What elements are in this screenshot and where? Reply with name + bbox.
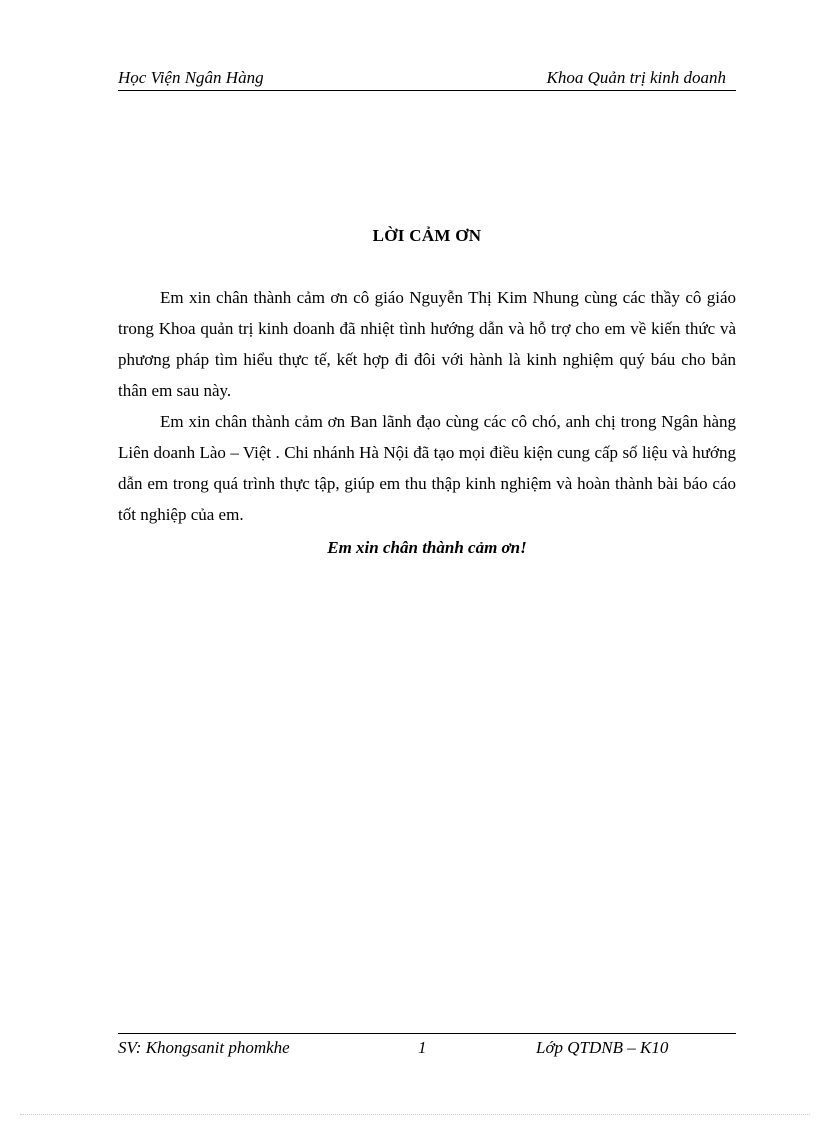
footer-page-number: 1 (418, 1038, 427, 1057)
footer-class: Lớp QTDNB – K10 (536, 1038, 669, 1057)
body-text (118, 282, 736, 530)
page-header (118, 66, 736, 91)
page-title: LỜI CẢM ƠN (372, 226, 482, 245)
page-edge-divider (20, 1114, 810, 1115)
closing-line: Em xin chân thành cảm ơn! (327, 538, 527, 557)
paragraph-1: Em xin chân thành cảm ơn cô giáo Nguyễn Thị Kim Nhung cùng các thầy cô giáo trong Khoa quản trị kinh doanh đã nhiệt tình hướng dẫn và hỗ trợ cho em về kiến thức và phương pháp tìm hiểu thực tế, kết hợp đi đôi với hành là kinh nghiệm quý báu cho bản thân em sau này. (118, 288, 736, 400)
paragraph-2: Em xin chân thành cảm ơn Ban lãnh đạo cùng các cô chó, anh chị trong Ngân hàng Liên doanh Lào – Việt . Chi nhánh Hà Nội đã tạo mọi điều kiện cung cấp số liệu và hướng dẫn em trong quá trình thực tập, giúp em thu thập kinh nghiệm và hoàn thành bài báo cáo tốt nghiệp của em. (118, 412, 736, 524)
footer-student: SV: Khongsanit phomkhe (118, 1038, 290, 1057)
header-institution: Học Viện Ngân Hàng (118, 68, 264, 87)
page-footer (118, 1033, 736, 1064)
header-department: Khoa Quản trị kinh doanh (546, 68, 726, 87)
